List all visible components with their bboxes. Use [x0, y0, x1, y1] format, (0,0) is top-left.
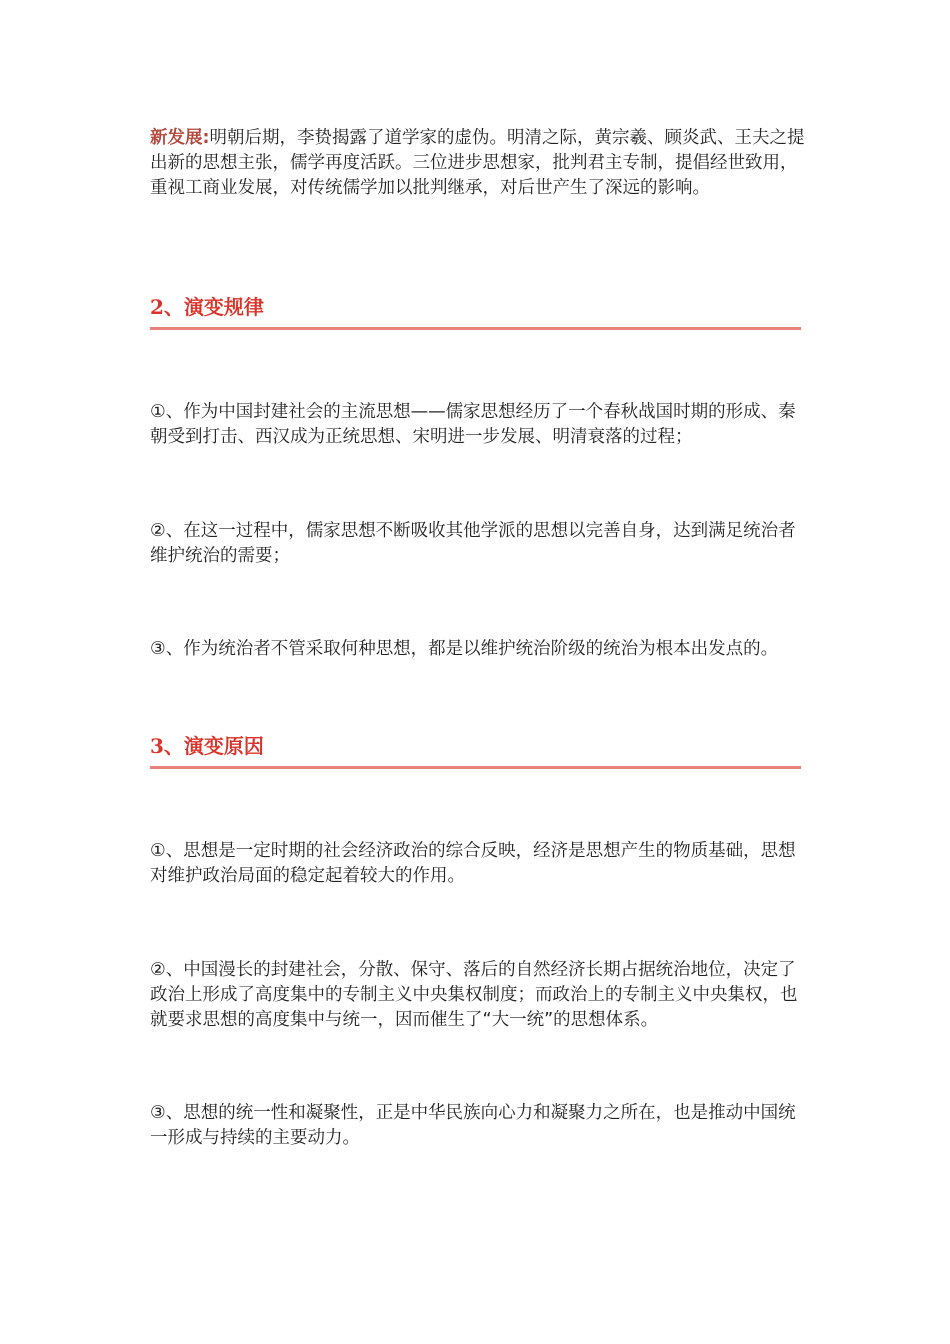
- list-item: ①、思想是一定时期的社会经济政治的综合反映，经济是思想产生的物质基础，思想对维护政治局面的稳定起着较大的作用。: [150, 841, 796, 886]
- causes-item-2: [150, 958, 805, 1033]
- patterns-item-3: [150, 637, 805, 662]
- section-heading-causes: [150, 732, 801, 769]
- patterns-item-1: [150, 400, 805, 450]
- list-item: ③、思想的统一性和凝聚性，正是中华民族向心力和凝聚力之所在，也是推动中国统一形成与持续的主要动力。: [150, 1103, 796, 1148]
- intro-text: 明朝后期，李贽揭露了道学家的虚伪。明清之际，黄宗羲、顾炎武、王夫之提出新的思想主张，儒学再度活跃。三位进步思想家，批判君主专制，提倡经世致用，重视工商业发展，对传统儒学加以批判继承，对后世产生了深远的影响。: [150, 128, 805, 198]
- intro-paragraph: [150, 126, 805, 201]
- intro-lead-label: 新发展:: [150, 128, 210, 148]
- section-title: 2、演变规律: [150, 295, 264, 319]
- list-item: ③、作为统治者不管采取何种思想，都是以维护统治阶级的统治为根本出发点的。: [150, 639, 779, 659]
- list-item: ②、在这一过程中，儒家思想不断吸收其他学派的思想以完善自身，达到满足统治者维护统治的需要；: [150, 521, 796, 566]
- intro-paragraph-block: [150, 126, 805, 201]
- patterns-item-2: [150, 519, 805, 569]
- causes-item-3: [150, 1101, 805, 1151]
- list-item: ②、中国漫长的封建社会，分散、保守、落后的自然经济长期占据统治地位，决定了政治上形成了高度集中的专制主义中央集权制度；而政治上的专制主义中央集权，也就要求思想的高度集中与统一，因而催生了“大一统”的思想体系。: [150, 960, 798, 1030]
- causes-item-1: [150, 839, 805, 889]
- list-item: ①、作为中国封建社会的主流思想——儒家思想经历了一个春秋战国时期的形成、秦朝受到打击、西汉成为正统思想、宋明进一步发展、明清衰落的过程；: [150, 402, 796, 447]
- section-heading-patterns: [150, 293, 801, 330]
- section-title: 3、演变原因: [150, 734, 264, 758]
